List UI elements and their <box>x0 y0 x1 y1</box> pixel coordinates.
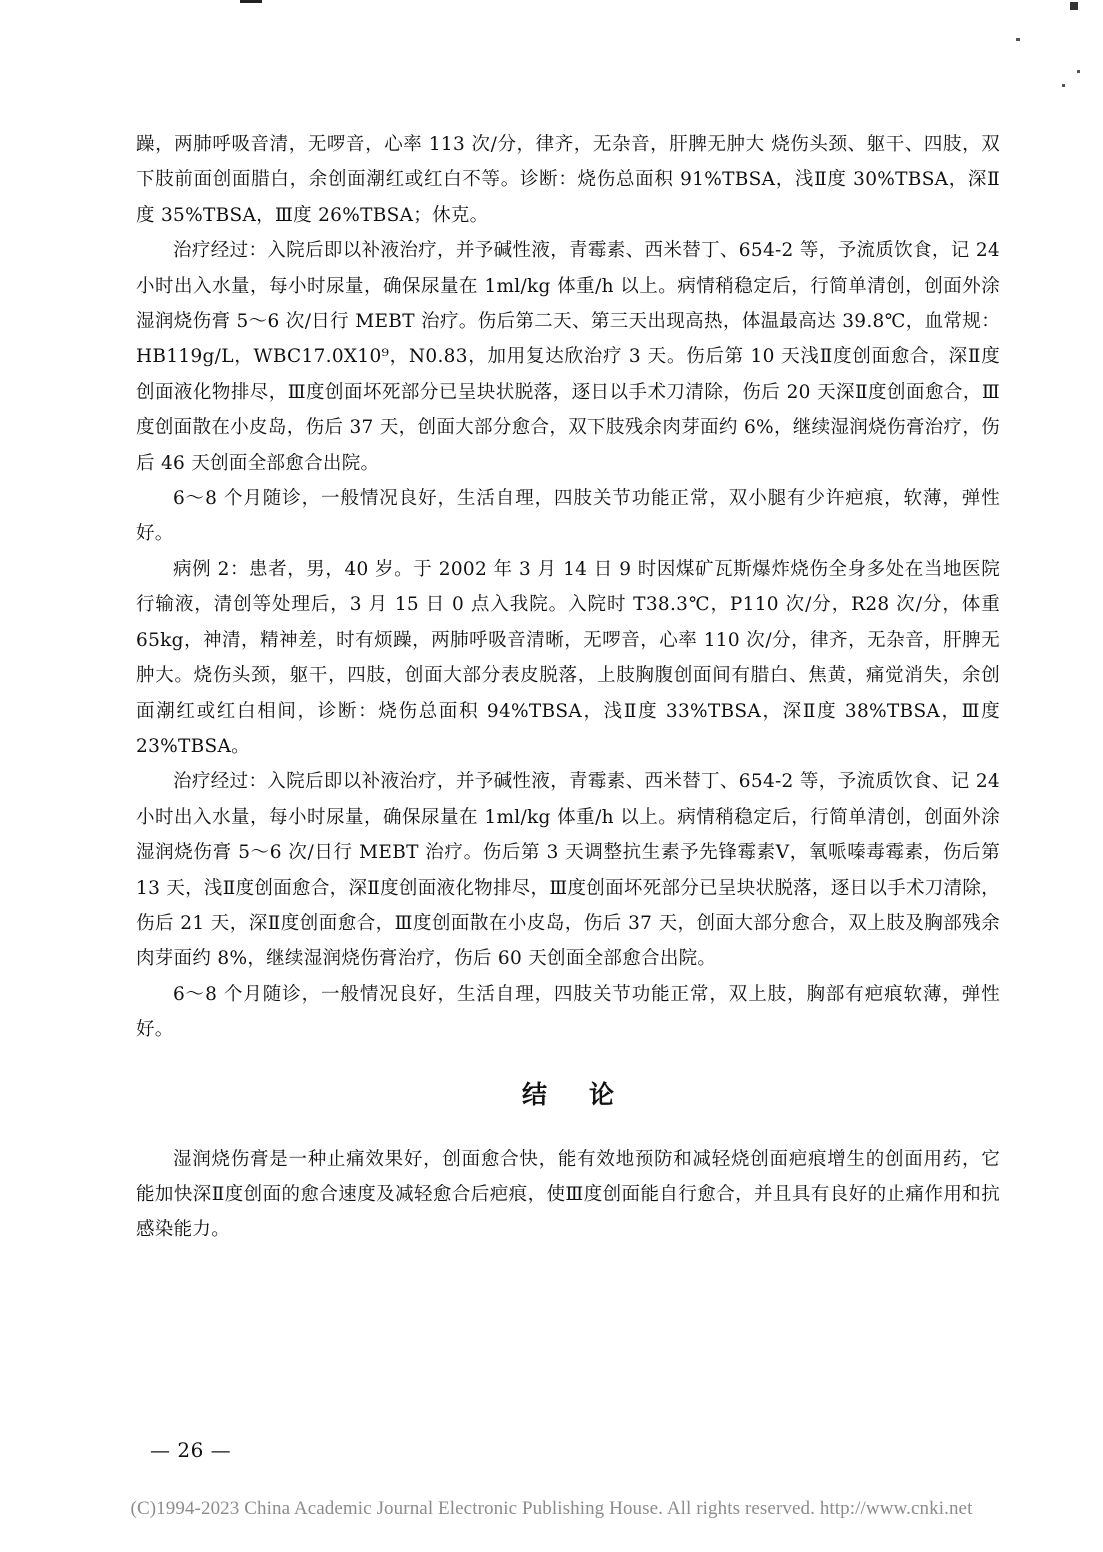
scan-mark <box>1016 38 1020 41</box>
conclusion-paragraph: 湿润烧伤膏是一种止痛效果好，创面愈合快，能有效地预防和减轻烧创面疤痕增生的创面用药，它能加快深Ⅱ度创面的愈合速度及减轻愈合后疤痕，使Ⅲ度创面能自行愈合，并且具有良好的止痛作用和抗感染能力。 <box>136 1148 1000 1241</box>
page-number: — 26 — <box>150 1438 232 1462</box>
case2-followup-paragraph: 6～8 个月随诊，一般情况良好，生活自理，四肢关节功能正常，双上肢，胸部有疤痕软薄，弹性好。 <box>136 983 1000 1041</box>
case1-followup-paragraph: 6～8 个月随诊，一般情况良好，生活自理，四肢关节功能正常，双小腿有少许疤痕，软薄，弹性好。 <box>136 488 1000 545</box>
scan-mark <box>1062 84 1065 87</box>
scan-mark <box>1077 70 1080 73</box>
scan-mark <box>240 0 262 3</box>
case2-treatment-paragraph: 治疗经过：入院后即以补液治疗，并予碱性液，青霉素、西米替丁、654-2 等，予流质饮食、记 24 小时出入水量，每小时尿量，确保尿量在 1ml/kg 体重/h 以上。病情稍稳定后，行简单清创，创面外涂湿润烧伤膏 5～6 次/日行 MEBT 治疗。伤后第 3 天调整抗生素予先锋霉素Ⅴ，氧哌嗪毒霉素，伤后第 13 天，浅Ⅱ度创面愈合，深Ⅱ度创面液化物排尽，Ⅲ度创面坏死部分已呈块状脱落，逐日以手术刀清除，伤后 21 天，深Ⅱ度创面愈合，Ⅲ度创面散在小皮岛，伤后 37 天，创面大部分愈合，双上肢及胸部残余肉芽面约 8%，继续湿润烧伤膏治疗，伤后 60 天创面全部愈合出院。 <box>136 771 1000 970</box>
case1-exam-paragraph: 躁，两肺呼吸音清，无啰音，心率 113 次/分，律齐，无杂音，肝脾无肿大 烧伤头颈、躯干、四肢，双下肢前面创面腊白，余创面潮红或红白不等。诊断：烧伤总面积 91%TBSA，浅Ⅱ度 30%TBSA，深Ⅱ度 35%TBSA，Ⅲ度 26%TBSA；休克。 <box>136 134 1000 226</box>
case1-treatment-paragraph: 治疗经过：入院后即以补液治疗，并予碱性液，青霉素、西米替丁、654-2 等，予流质饮食，记 24 小时出入水量，每小时尿量，确保尿量在 1ml/kg 体重/h 以上。病情稍稳定后，行简单清创，创面外涂湿润烧伤膏 5～6 次/日行 MEBT 治疗。伤后第二天、第三天出现高热，体温最高达 39.8℃，血常规：HB119g/L，WBC17.0X10⁹，N0.83，加用复达欣治疗 3 天。伤后第 10 天浅Ⅱ度创面愈合，深Ⅱ度创面液化物排尽，Ⅲ度创面坏死部分已呈块状脱落，逐日以手术刀清除，伤后 20 天深Ⅱ度创面愈合，Ⅲ度创面散在小皮岛，伤后 37 天，创面大部分愈合，双下肢残余肉芽面约 6%，继续湿润烧伤膏治疗，伤后 46 天创面全部愈合出院。 <box>136 240 1000 474</box>
article-body <box>136 127 1000 1248</box>
scan-artifacts <box>0 0 1103 40</box>
conclusion-heading: 结论 <box>521 1079 656 1109</box>
copyright-footer: (C)1994-2023 China Academic Journal Electronic Publishing House. All rights reserved. http://www.cnki.net <box>130 1498 973 1519</box>
case2-intro-paragraph: 病例 2：患者，男，40 岁。于 2002 年 3 月 14 日 9 时因煤矿瓦斯爆炸烧伤全身多处在当地医院行输液，清创等处理后，3 月 15 日 0 点入我院。入院时 T38.3℃，P110 次/分，R28 次/分，体重 65kg，神清，精神差，时有烦躁，两肺呼吸音清晰，无啰音，心率 110 次/分，律齐，无杂音，肝脾无肿大。烧伤头颈，躯干，四肢，创面大部分表皮脱落，上肢胸腹创面间有腊白、焦黄，痛觉消失，余创面潮红或红白相间，诊断：烧伤总面积 94%TBSA，浅Ⅱ度 33%TBSA，深Ⅱ度 38%TBSA，Ⅲ度 23%TBSA。 <box>136 558 1000 757</box>
scan-mark <box>1070 2 1078 10</box>
